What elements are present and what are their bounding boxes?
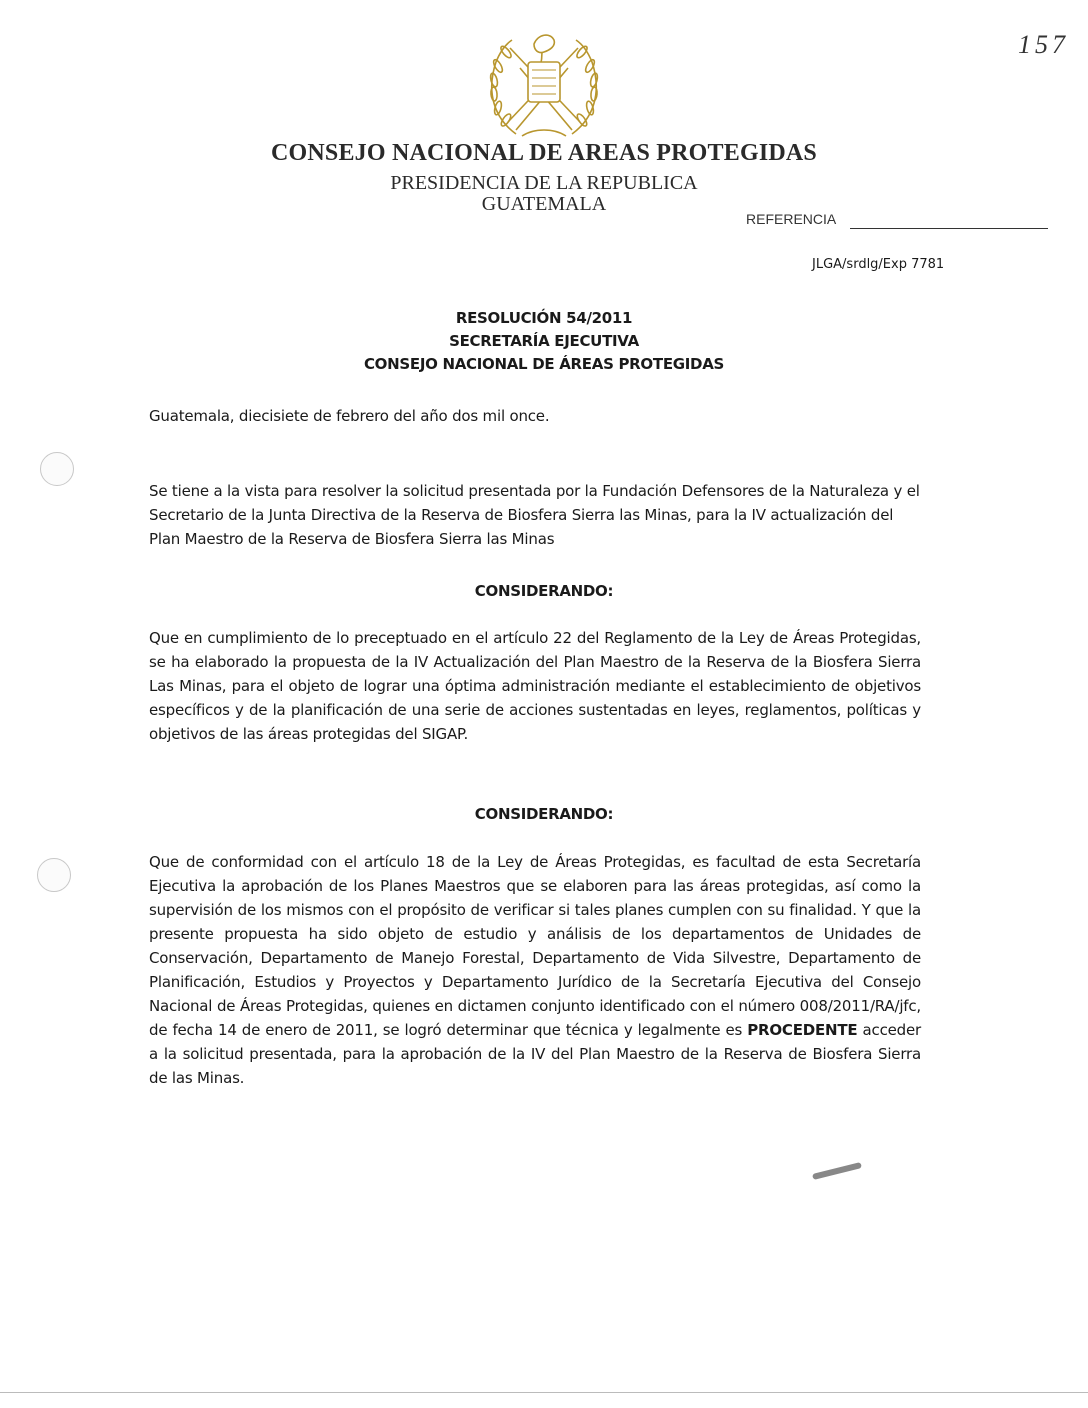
scan-smudge — [812, 1162, 862, 1180]
coat-of-arms-seal-icon — [476, 22, 612, 146]
page-bottom-edge — [0, 1392, 1088, 1393]
organization-title: CONSEJO NACIONAL DE AREAS PROTEGIDAS — [271, 140, 817, 166]
paragraph-considerando-2-end: acceder a la solicitud presentada, para la aprobación de la IV del Plan Maestro de la Reserva de Biosfera Sierra de las Minas. — [149, 1021, 921, 1087]
resolution-subtitle-consejo: CONSEJO NACIONAL DE ÁREAS PROTEGIDAS — [363, 355, 725, 373]
resolution-title: RESOLUCIÓN 54/2011 — [455, 309, 633, 327]
referencia-underline — [850, 228, 1048, 229]
date-line: Guatemala, diecisiete de febrero del año dos mil once. — [149, 407, 550, 425]
paragraph-considerando-1: Que en cumplimiento de lo preceptuado en el artículo 22 del Reglamento de la Ley de Áreas Protegidas, se ha elaborado la propuesta de la IV Actualización del Plan Maestro de la Reserva de la Biosfera Sierra Las Minas, para el objeto de lograr una óptima administración mediante el establecimiento de objetivos específicos y de la planificación de una serie de acciones sustentadas en leyes, reglamentos, políticas y objetivos de las áreas protegidas del SIGAP. — [149, 629, 921, 743]
organization-subtitle-presidencia: PRESIDENCIA DE LA REPUBLICA — [390, 172, 698, 194]
considerando-heading-1: CONSIDERANDO: — [474, 582, 614, 600]
paragraph-considerando-2-text: Que de conformidad con el artículo 18 de la Ley de Áreas Protegidas, es facultad de esta Secretaría Ejecutiva la aprobación de los Planes Maestros que se elaboren para las áreas protegidas, así como la supervisión de los mismos con el propósito de verificar si tales planes cumplen con su finalidad. Y que la presente propuesta ha sido objeto de estudio y análisis de los departamentos de Unidades de Conservación, Departamento de Manejo Forestal, Departamento de Vida Silvestre, Departamento de Planificación, Estudios y Proyectos y Departamento Jurídico de la Secretaría Ejecutiva del Consejo Nacional de Áreas Protegidas, quienes en dictamen conjunto identificado con el número 008/2011/RA/jfc, de fecha 14 de enero de 2011, se logró determinar que técnica y legalmente es — [149, 853, 921, 1039]
resolution-subtitle-secretaria: SECRETARÍA EJECUTIVA — [449, 332, 639, 350]
referencia-label: REFERENCIA — [746, 211, 837, 227]
paragraph-considerando-2 — [149, 850, 921, 1090]
file-reference: JLGA/srdlg/Exp 7781 — [812, 257, 945, 272]
paragraph-solicitud: Se tiene a la vista para resolver la solicitud presentada por la Fundación Defensores de la Naturaleza y el Secretario de la Junta Directiva de la Reserva de Biosfera Sierra las Minas, para la IV actualización del Plan Maestro de la Reserva de Biosfera Sierra las Minas — [149, 482, 920, 548]
punch-hole-bottom — [37, 858, 71, 892]
considerando-heading-2: CONSIDERANDO: — [474, 805, 614, 823]
procedente-emphasis: PROCEDENTE — [747, 1021, 858, 1039]
page-number: 157 — [1018, 30, 1069, 59]
organization-subtitle-guatemala: GUATEMALA — [481, 193, 607, 215]
punch-hole-top — [40, 452, 74, 486]
